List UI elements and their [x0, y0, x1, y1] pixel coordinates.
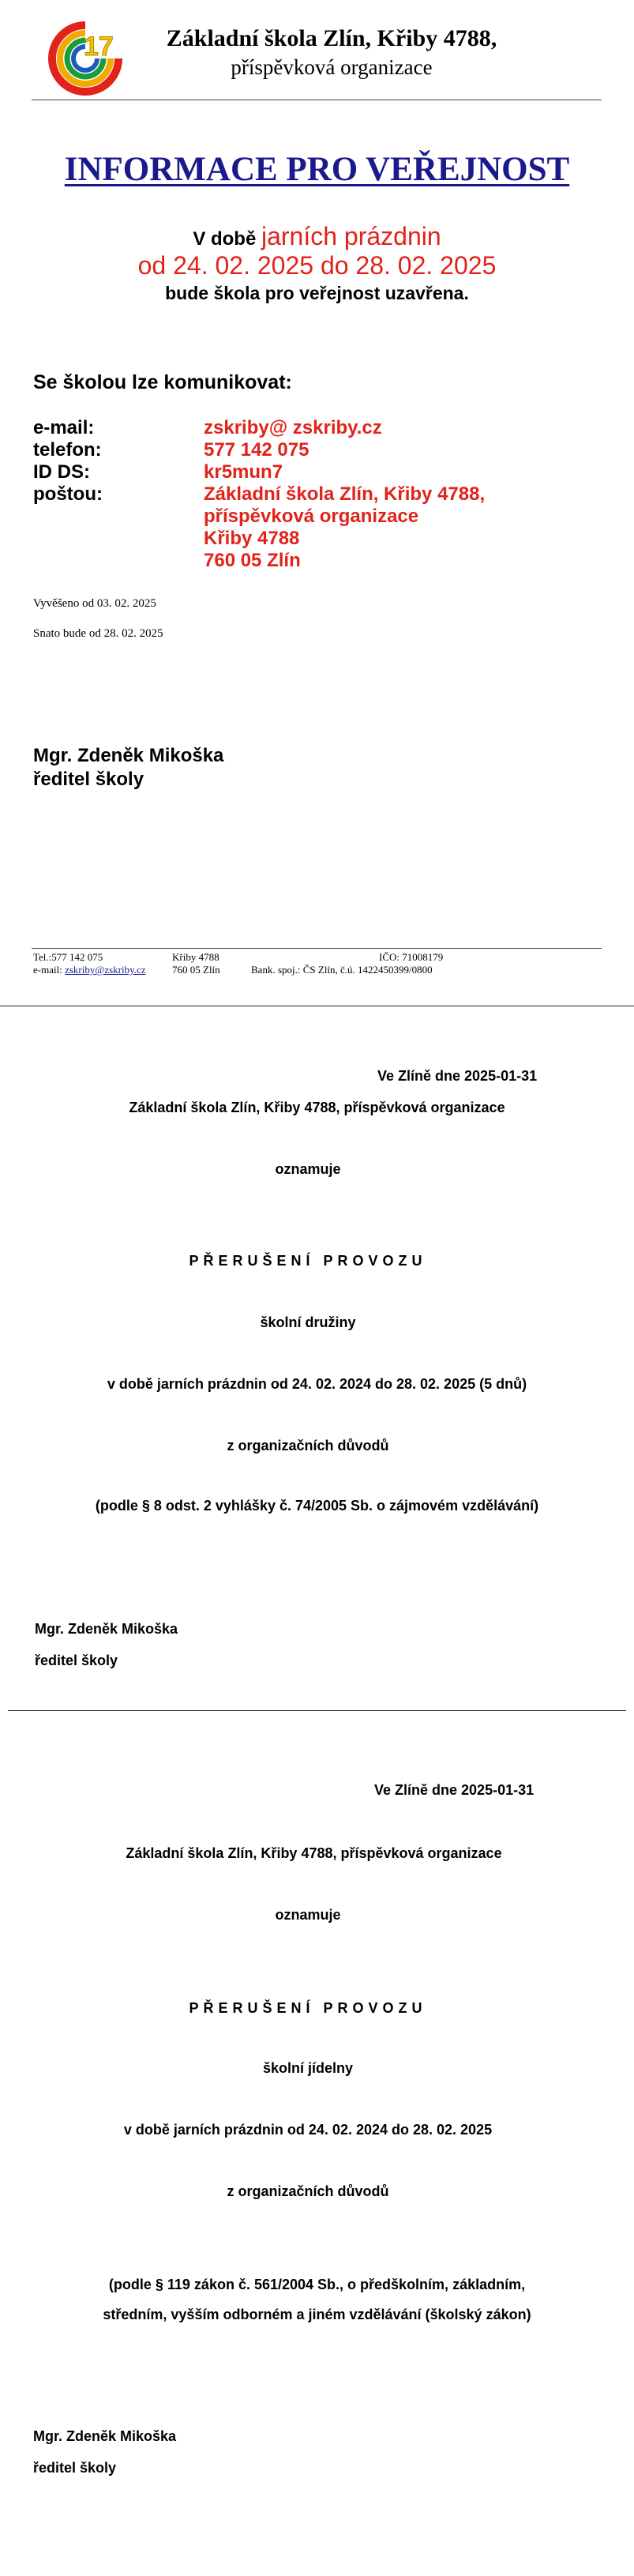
- notice1-announces: oznamuje: [275, 1161, 341, 1177]
- notice-separator: [8, 1710, 626, 1711]
- school-logo-icon: [41, 14, 129, 100]
- communicate-heading: Se školou lze komunikovat:: [33, 371, 292, 393]
- notice1-reason: z organizačních důvodů: [227, 1438, 389, 1453]
- notice2-org: Základní škola Zlín, Křiby 4788, příspěvková organizace: [126, 1845, 502, 1861]
- notice1-org: Základní škola Zlín, Křiby 4788, příspěvková organizace: [129, 1100, 505, 1115]
- notice1-signature-role: ředitel školy: [35, 1653, 118, 1668]
- signature-role: ředitel školy: [33, 769, 144, 790]
- notice1-period: v době jarních prázdnin od 24. 02. 2024 do 28. 02. 2025 (5 dnů): [107, 1376, 527, 1392]
- closure-highlight: jarních prázdnin: [261, 222, 441, 250]
- closure-prefix: V době: [193, 228, 261, 250]
- notice1-subject: školní družiny: [260, 1314, 356, 1330]
- notice1-heading: PŘERUŠENÍ PROVOZU: [189, 1253, 427, 1269]
- signature-name: Mgr. Zdeněk Mikoška: [33, 745, 224, 766]
- svg-text:17: 17: [84, 32, 114, 62]
- notice2-legal-line-1: (podle § 119 zákon č. 561/2004 Sb., o předškolním, základním,: [108, 2277, 526, 2292]
- footer-ico: IČO: 71008179: [379, 951, 444, 963]
- school-subtitle: příspěvková organizace: [231, 55, 433, 79]
- notice2-signature-role: ředitel školy: [33, 2460, 117, 2476]
- notice2-period: v době jarních prázdnin od 24. 02. 2024 do 28. 02. 2025: [123, 2122, 493, 2138]
- notice1-legal: (podle § 8 odst. 2 vyhlášky č. 74/2005 Sb. o zájmovém vzdělávání): [95, 1498, 539, 1514]
- notice1-date: Ve Zlíně dne 2025-01-31: [377, 1068, 538, 1084]
- footer-address-2: 760 05 Zlín: [172, 964, 220, 976]
- closure-notice: bude škola pro veřejnost uzavřena.: [165, 283, 469, 303]
- footer-email: [33, 964, 146, 976]
- contact-label-email: e-mail:: [33, 417, 95, 438]
- contact-value-email[interactable]: zskriby@ zskriby.cz: [204, 417, 382, 438]
- footer-email-label: e-mail:: [33, 964, 66, 976]
- contact-label-ds: ID DS:: [33, 461, 90, 483]
- footer-divider: [32, 948, 602, 949]
- notice2-announces: oznamuje: [275, 1907, 341, 1923]
- postal-line: Křiby 4788: [204, 528, 300, 549]
- notice1-signature-name: Mgr. Zdeněk Mikoška: [35, 1621, 178, 1637]
- contact-value-ds: kr5mun7: [204, 461, 283, 483]
- notice2-heading: PŘERUŠENÍ PROVOZU: [189, 2000, 427, 2016]
- page-title: INFORMACE PRO VEŘEJNOST: [64, 151, 570, 188]
- postal-line: 760 05 Zlín: [204, 550, 301, 571]
- footer-email-link[interactable]: zskriby@zskriby.cz: [65, 964, 146, 976]
- footer-bank: Bank. spoj.: ČS Zlín, č.ú. 1422450399/0800: [251, 964, 433, 976]
- notice2-signature-name: Mgr. Zdeněk Mikoška: [33, 2428, 177, 2444]
- footer-address-1: Křiby 4788: [172, 951, 219, 963]
- contact-label-phone: telefon:: [33, 439, 102, 461]
- contact-value-post: Základní škola Zlín, Křiby 4788,: [204, 483, 486, 505]
- footer-tel: Tel.:577 142 075: [33, 951, 103, 963]
- school-name: Základní škola Zlín, Křiby 4788,: [166, 25, 497, 51]
- removed-date: Snato bude od 28. 02. 2025: [33, 627, 163, 640]
- postal-line: příspěvková organizace: [204, 506, 419, 527]
- contact-label-post: poštou:: [33, 483, 103, 505]
- contact-value-phone: 577 142 075: [204, 439, 309, 461]
- notice2-legal-line-2: středním, vyšším odborném a jiném vzdělávání (školský zákon): [103, 2307, 531, 2322]
- closure-dates: od 24. 02. 2025 do 28. 02. 2025: [137, 251, 497, 280]
- closure-line-1: [0, 222, 634, 251]
- notice2-date: Ve Zlíně dne 2025-01-31: [374, 1782, 535, 1798]
- notice2-reason: z organizačních důvodů: [227, 2183, 389, 2199]
- notice2-subject: školní jídelny: [262, 2060, 354, 2076]
- posted-date: Vyvěšeno od 03. 02. 2025: [33, 597, 156, 610]
